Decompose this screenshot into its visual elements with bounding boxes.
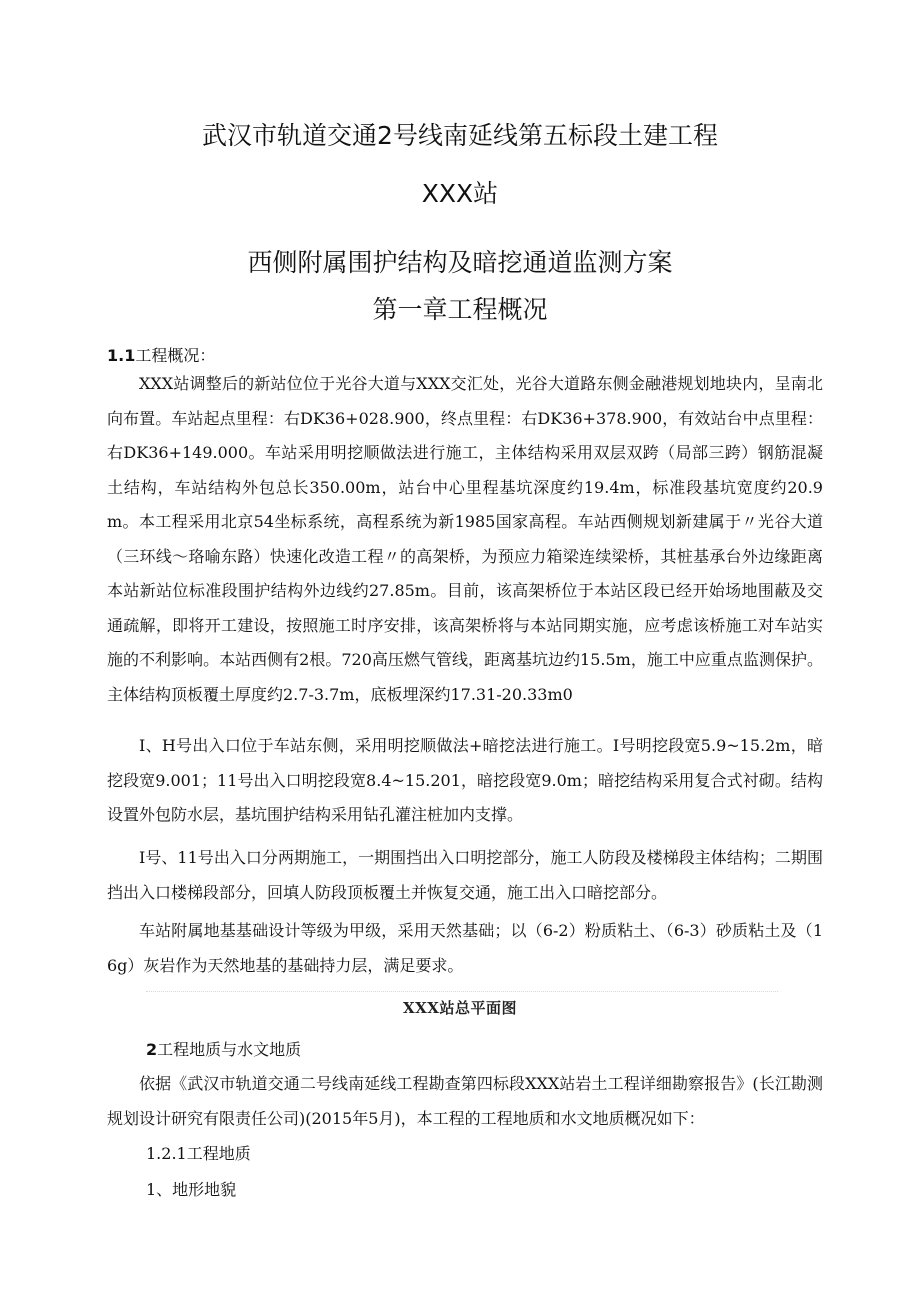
paragraph-foundation: 车站附属地基基础设计等级为甲级，采用天然基础；以（6-2）粉质粘土、（6-3）砂质粘土及（16g）灰岩作为天然地基的基础持力层，满足要求。 — [107, 921, 823, 975]
paragraph-entrances: Ⅰ、H号出入口位于车站东侧，采用明挖顺做法+暗挖法进行施工。I号明挖段宽5.9~15.2m，暗挖段宽9.001；11号出入口明挖段宽8.4~15.201，暗挖段宽9.0m；暗挖结构采用复合式衬砌。结构设置外包防水层，基坑围护结构采用钻孔灌注桩加内支撑。 — [107, 736, 823, 824]
chapter-heading: 第一章工程概况 — [372, 295, 548, 324]
section-heading-text: 工程概况： — [135, 346, 216, 365]
section-heading-text: 工程地质与水文地质 — [157, 1040, 302, 1059]
section-2-heading — [146, 1037, 301, 1060]
section-1-1-heading — [107, 343, 215, 366]
section-number: 1.1 — [107, 346, 136, 365]
figure-caption: XXX站总平面图 — [403, 999, 517, 1017]
paragraph-overview: XXX站调整后的新站位位于光谷大道与XXX交汇处，光谷大道路东侧金融港规划地块内，呈南北向布置。车站起点里程：右DK36+028.900，终点里程：右DK36+378.900，有效站台中点里程：右DK36+149.000。车站采用明挖顺做法进行施工，主体结构采用双层双跨（局部三跨）钢筋混凝土结构，车站结构外包总长350.00m，站台中心里程基坑深度约19.4m，标准段基坑宽度约20.9m。本工程采用北京54坐标系统，高程系统为新1985国家高程。车站西侧规划新建属于〃光谷大道（三环线～珞喻东路）快速化改造工程〃的高架桥，为预应力箱梁连续梁桥，其桩基承台外边缘距离本站新站位标准段围护结构外边线约27.85m。目前，该高架桥位于本站区段已经开始场地围蔽及交通疏解，即将开工建设，按照施工时序安排，该高架桥将与本站同期实施，应考虑该桥施工对车站实施的不利影响。本站西侧有2根。720高压燃气管线，距离基坑边约15.5m，施工中应重点监测保护。主体结构顶板覆土厚度约2.7-3.7m，底板埋深约17.31-20.33m0 — [107, 374, 823, 704]
document-title: 武汉市轨道交通2号线南延线第五标段土建工程 — [202, 121, 718, 150]
subsection-engineering-geology: 1.2.1工程地质 — [146, 1144, 251, 1163]
document-subtitle: 西侧附属围护结构及暗挖通道监测方案 — [247, 248, 673, 277]
paragraph-phases: Ⅰ号、11号出入口分两期施工，一期围挡出入口明挖部分，施工人防段及楼梯段主体结构；二期围挡出入口楼梯段部分，回填人防段顶板覆土并恢复交通，施工出入口暗挖部分。 — [107, 848, 823, 902]
station-name: XXX站 — [421, 179, 499, 208]
paragraph-geology-source: 依据《武汉市轨道交通二号线南延线工程勘查第四标段XXX站岩土工程详细勘察报告》(长江勘测规划设计研究有限责任公司)(2015年5月)，本工程的工程地质和水文地质概况如下： — [107, 1074, 823, 1128]
figure-placeholder-divider — [146, 991, 778, 992]
subsection-landform: 1、地形地貌 — [146, 1180, 237, 1199]
section-number: 2 — [146, 1040, 158, 1059]
